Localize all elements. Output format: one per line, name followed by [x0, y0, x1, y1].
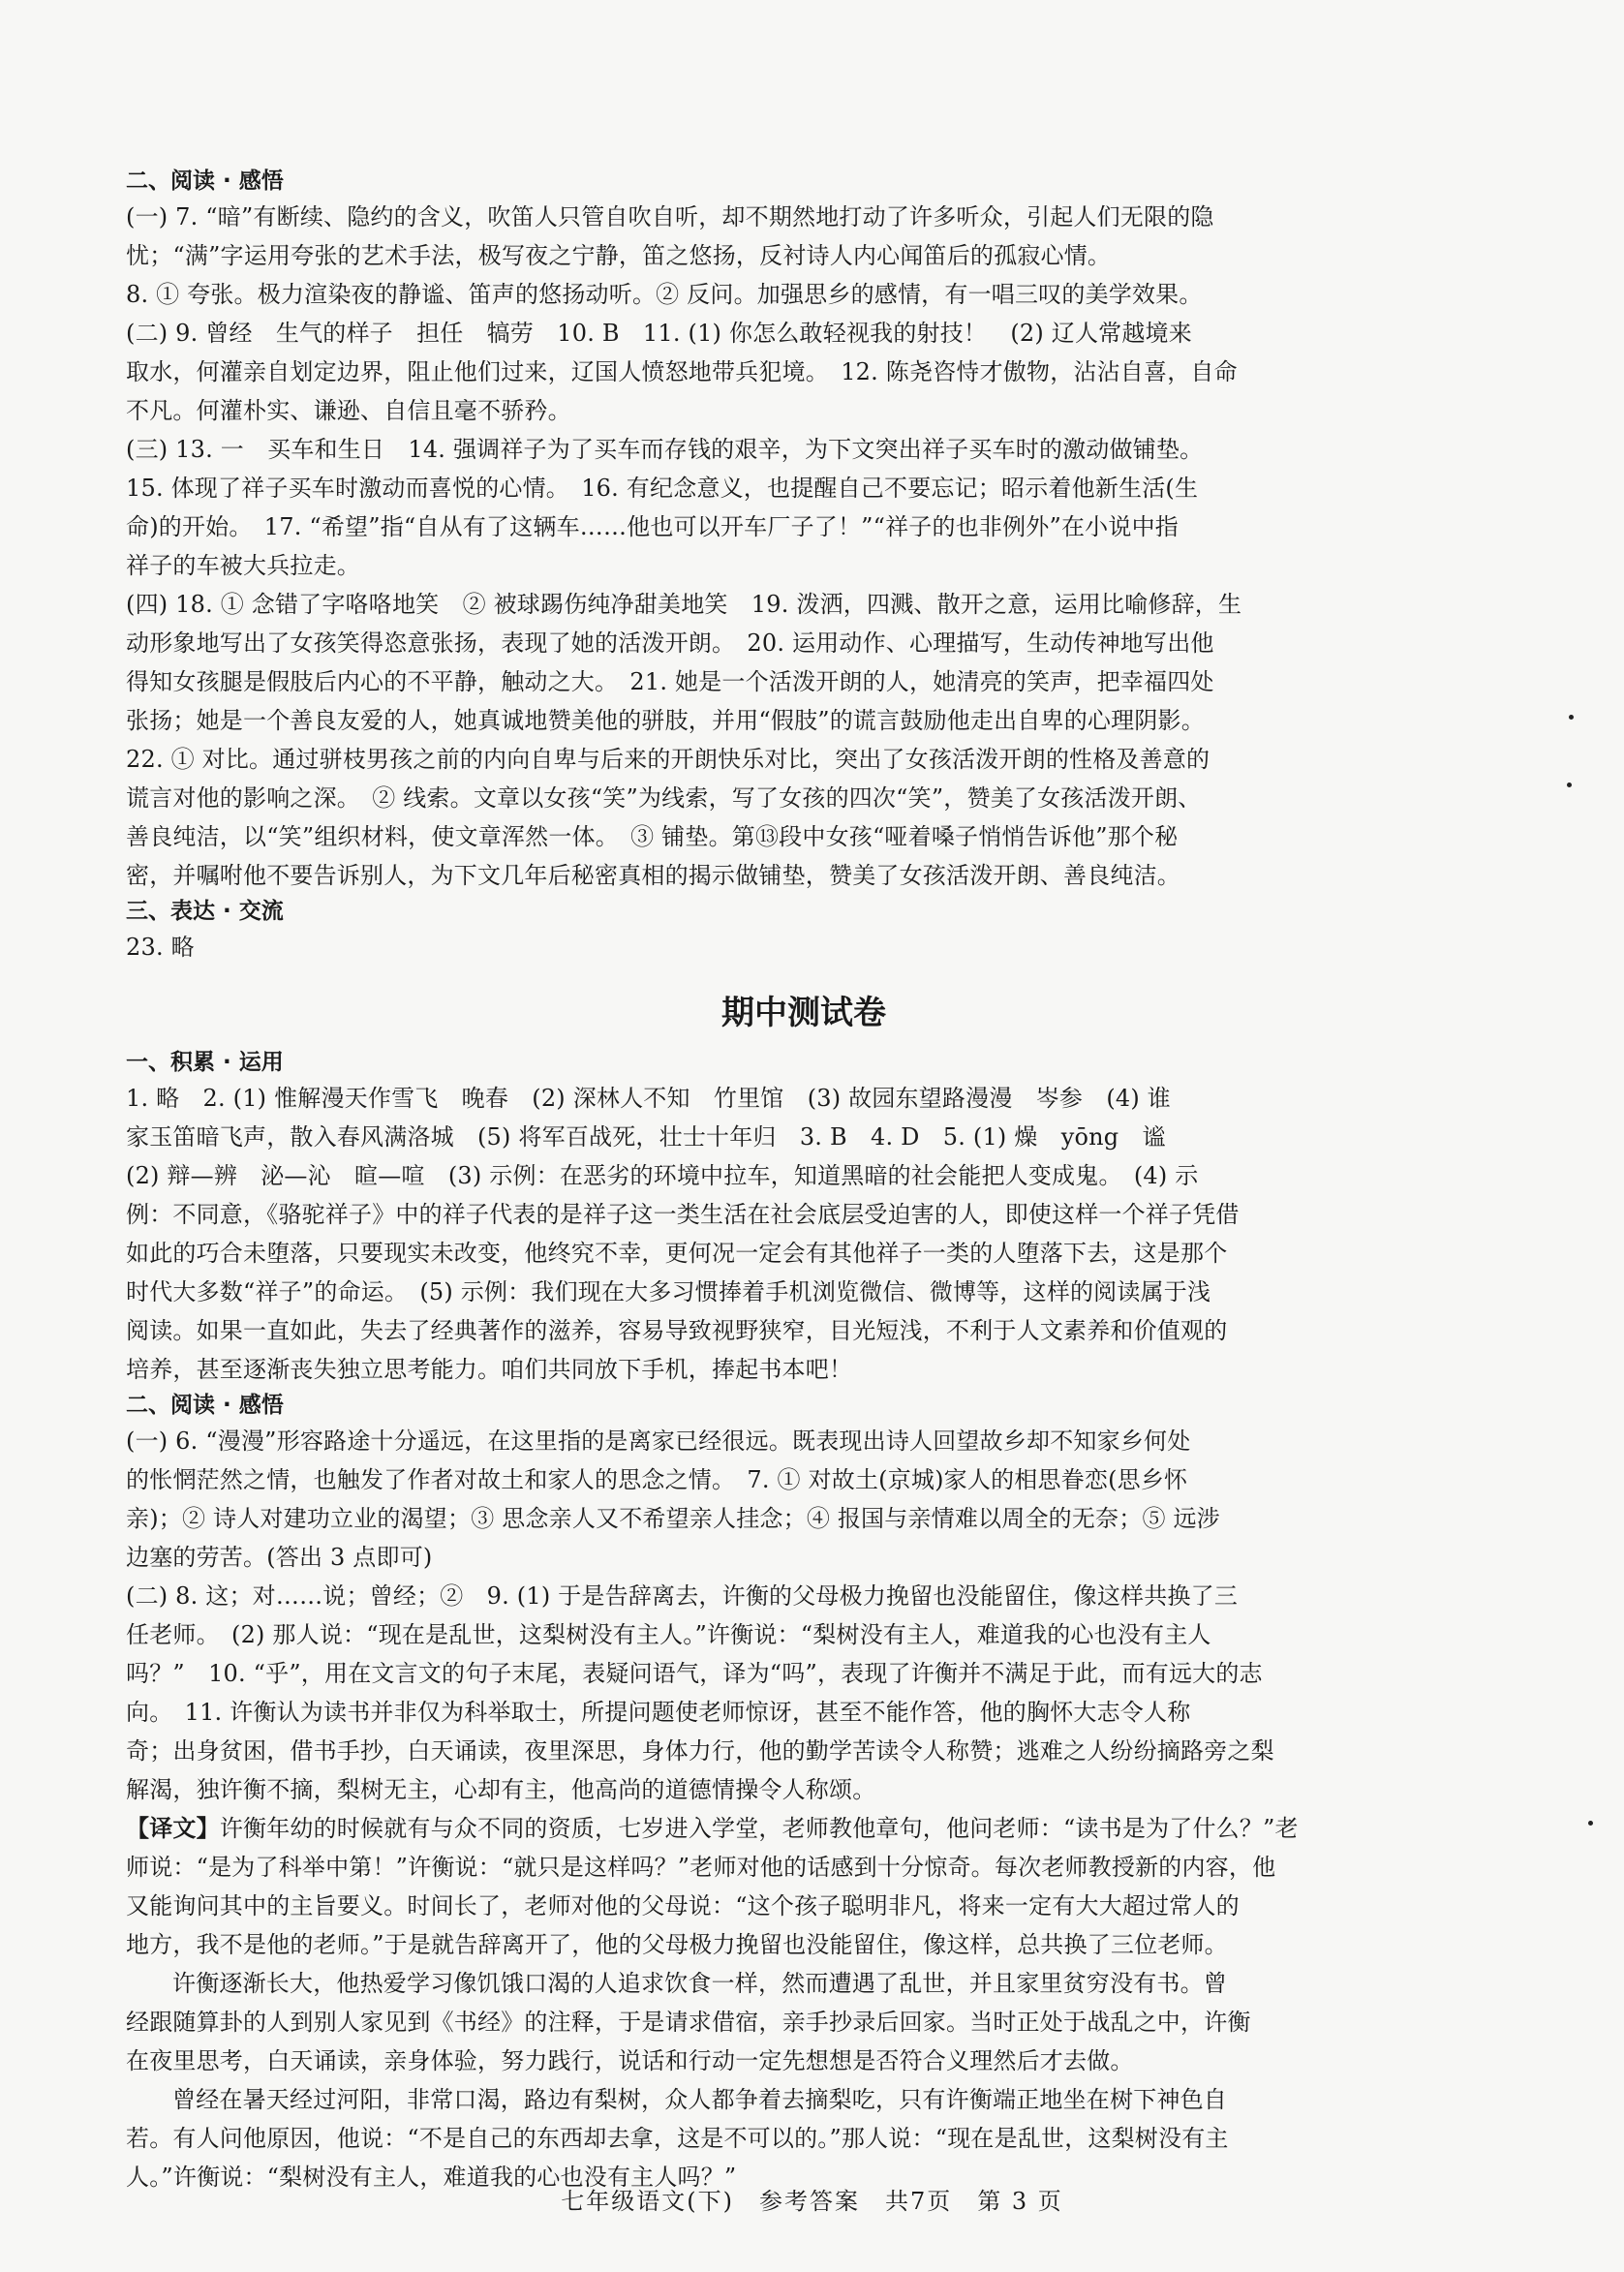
translation-line: 【译文】许衡年幼的时候就有与众不同的资质，七岁进入学堂，老师教他章句，他问老师：“读书是为了什么？”老: [126, 1815, 1299, 1842]
translation-block: [126, 1809, 1482, 2196]
margin-dot: [1588, 1821, 1593, 1826]
margin-dot: [1569, 715, 1574, 720]
answer-line: 8. ① 夸张。极力渲染夜的静谧、笛声的悠扬动听。② 反问。加强思乡的感情，有一唱三叹的美学效果。: [126, 281, 1203, 308]
answer-line: 张扬；她是一个善良友爱的人，她真诚地赞美他的骈肢，并用“假肢”的谎言鼓励他走出自卑的心理阴影。: [126, 707, 1205, 734]
translation-line: 又能询问其中的主旨要义。时间长了，老师对他的父母说：“这个孩子聪明非凡，将来一定有大大超过常人的: [126, 1892, 1240, 1919]
answer-line: 动形象地写出了女孩笑得恣意张扬，表现了她的活泼开朗。 20. 运用动作、心理描写，生动传神地写出他: [126, 629, 1214, 657]
answer-line: 1. 略 2. (1) 惟解漫天作雪飞 晚春 (2) 深林人不知 竹里馆 (3) 故园东望路漫漫 岑参 (4) 谁: [126, 1085, 1171, 1112]
answer-line: (二) 8. 这；对……说；曾经；② 9. (1) 于是告辞离去，许衡的父母极力挽留也没能留住，像这样共换了三: [126, 1582, 1239, 1610]
answer-line: 善良纯洁，以“笑”组织材料，使文章浑然一体。 ③ 铺垫。第⑬段中女孩“哑着嗓子悄悄告诉他”那个秘: [126, 823, 1179, 850]
answer-line: 时代大多数“祥子”的命运。 (5) 示例：我们现在大多习惯捧着手机浏览微信、微博等，这样的阅读属于浅: [126, 1278, 1211, 1305]
answer-line: 得知女孩腿是假肢后内心的不平静，触动之大。 21. 她是一个活泼开朗的人，她清亮的笑声，把幸福四处: [126, 668, 1214, 695]
translation-label: 【译文】: [126, 1815, 220, 1842]
answer-line: (二) 9. 曾经 生气的样子 担任 犒劳 10. B 11. (1) 你怎么敢轻视我的射技！ (2) 辽人常越境来: [126, 320, 1192, 347]
answer-line: 不凡。何灌朴实、谦逊、自信且毫不骄矜。: [126, 397, 571, 424]
page-footer: 七年级语文(下) 参考答案 共7页 第 3 页: [561, 2188, 1063, 2215]
section-heading-reading: 二、阅读 · 感悟: [126, 169, 284, 194]
answer-line: 23. 略: [126, 934, 195, 961]
translation-line: 师说：“是为了科举中第！”许衡说：“就只是这样吗？”老师对他的话感到十分惊奇。每次老师教授新的内容，他: [126, 1854, 1276, 1881]
answer-line: (三) 13. 一 买车和生日 14. 强调祥子为了买车而存钱的艰辛，为下文突出祥子买车时的激动做铺垫。: [126, 436, 1204, 463]
answer-line: (2) 辩—辨 泌—沁 暄—喧 (3) 示例：在恶劣的环境中拉车，知道黑暗的社会能把人变成鬼。 (4) 示: [126, 1162, 1199, 1189]
translation-paragraph-2-line: 许衡逐渐长大，他热爱学习像饥饿口渴的人追求饮食一样，然而遭遇了乱世，并且家里贫穷没有书。曾: [172, 1970, 1227, 1997]
answer-line: 15. 体现了祥子买车时激动而喜悦的心情。 16. 有纪念意义，也提醒自己不要忘记；昭示着他新生活(生: [126, 475, 1199, 502]
translation-paragraph-2-line: 在夜里思考，白天诵读，亲身体验，努力践行，说话和行动一定先想想是否符合义理然后才去做。: [126, 2047, 1134, 2074]
answer-line: 向。 11. 许衡认为读书并非仅为科举取士，所提问题使老师惊讶，甚至不能作答，他的胸怀大志令人称: [126, 1699, 1191, 1726]
answer-line: 忧；“满”字运用夸张的艺术手法，极写夜之宁静，笛之悠扬，反衬诗人内心闻笛后的孤寂心情。: [126, 242, 1112, 269]
answer-line: 亲)；② 诗人对建功立业的渴望；③ 思念亲人又不希望亲人挂念；④ 报国与亲情难以周全的无奈；⑤ 远涉: [126, 1505, 1220, 1532]
answer-line: 谎言对他的影响之深。 ② 线索。文章以女孩“笑”为线索，写了女孩的四次“笑”，赞美了女孩活泼开朗、: [126, 784, 1202, 812]
answer-line: 命)的开始。 17. “希望”指“自从有了这辆车……他也可以开车厂子了！”“祥子的也非例外”在小说中指: [126, 513, 1179, 540]
section-expression-answers: [126, 928, 1482, 967]
answer-line: 解渴，独许衡不摘，梨树无主，心却有主，他高尚的道德情操令人称颂。: [126, 1776, 876, 1803]
answer-line: 取水，何灌亲自划定边界，阻止他们过来，辽国人愤怒地带兵犯境。 12. 陈尧咨恃才傲物，沾沾自喜，自命: [126, 358, 1238, 385]
answer-line: 阅读。如果一直如此，失去了经典著作的滋养，容易导致视野狭窄，目光短浅，不利于人文素养和价值观的: [126, 1317, 1228, 1344]
answer-line: (一) 7. “暗”有断续、隐约的含义，吹笛人只管自吹自听，却不期然地打动了许多听众，引起人们无限的隐: [126, 203, 1214, 230]
translation-paragraph-2-line: 经跟随算卦的人到别人家见到《书经》的注释，于是请求借宿，亲手抄录后回家。当时正处于战乱之中，许衡: [126, 2009, 1251, 2036]
translation-line: 地方，我不是他的老师。”于是就告辞离开了，他的父母极力挽留也没能留住，像这样，总共换了三位老师。: [126, 1931, 1228, 1958]
answer-line: 密，并嘱咐他不要告诉别人，为下文几年后秘密真相的揭示做铺垫，赞美了女孩活泼开朗、善良纯洁。: [126, 862, 1180, 889]
exam-title: 期中测试卷: [721, 994, 886, 1032]
section-heading-reading-2: 二、阅读 · 感悟: [126, 1393, 284, 1418]
section-accumulation-answers: [126, 1079, 1482, 1389]
answer-line: 祥子的车被大兵拉走。: [126, 552, 360, 579]
content-column: [126, 165, 1482, 2196]
section-reading-answers-2: [126, 1422, 1482, 1809]
section-heading-accumulation: 一、积累 · 运用: [126, 1050, 284, 1075]
answer-line: (四) 18. ① 念错了字咯咯地笑 ② 被球踢伤纯净甜美地笑 19. 泼洒，四溅、散开之意，运用比喻修辞，生: [126, 591, 1242, 618]
translation-paragraph-3-line: 曾经在暑天经过河阳，非常口渴，路边有梨树，众人都争着去摘梨吃，只有许衡端正地坐在树下神色自: [172, 2086, 1227, 2113]
answer-line: 边塞的劳苦。(答出 3 点即可): [126, 1544, 433, 1571]
answer-line: 家玉笛暗飞声，散入春风满洛城 (5) 将军百战死，壮士十年归 3. B 4. D 5. (1) 燥 yōng 谧: [126, 1123, 1166, 1151]
answer-line: (一) 6. “漫漫”形容路途十分遥远，在这里指的是离家已经很远。既表现出诗人回望故乡却不知家乡何处: [126, 1428, 1191, 1455]
answer-line: 吗？” 10. “乎”，用在文言文的句子末尾，表疑问语气，译为“吗”，表现了许衡并不满足于此，而有远大的志: [126, 1660, 1263, 1687]
answer-line: 例：不同意，《骆驼祥子》中的祥子代表的是祥子这一类生活在社会底层受迫害的人，即使这样一个祥子凭借: [126, 1201, 1240, 1228]
answer-line: 任老师。 (2) 那人说：“现在是乱世，这梨树没有主人。”许衡说：“梨树没有主人，难道我的心也没有主人: [126, 1621, 1211, 1648]
answer-line: 培养，甚至逐渐丧失独立思考能力。咱们共同放下手机，捧起书本吧！: [126, 1356, 853, 1383]
answer-line: 如此的巧合未堕落，只要现实未改变，他终究不幸，更何况一定会有其他祥子一类的人堕落下去，这是那个: [126, 1240, 1228, 1267]
translation-paragraph-3-line: 若。有人问他原因，他说：“不是自己的东西却去拿，这是不可以的。”那人说：“现在是乱世，这梨树没有主: [126, 2125, 1229, 2152]
answer-line: 奇；出身贫困，借书手抄，白天诵读，夜里深思，身体力行，他的勤学苦读令人称赞；逃难之人纷纷摘路旁之梨: [126, 1737, 1274, 1765]
answer-line: 22. ① 对比。通过骈枝男孩之前的内向自卑与后来的开朗快乐对比，突出了女孩活泼开朗的性格及善意的: [126, 746, 1210, 773]
translation-paragraph-3-line: 人。”许衡说：“梨树没有主人，难道我的心也没有主人吗？”: [126, 2164, 737, 2191]
margin-dot: [1567, 783, 1572, 787]
section-heading-expression: 三、表达 · 交流: [126, 899, 284, 924]
answer-line: 的怅惘茫然之情，也触发了作者对故土和家人的思念之情。 7. ① 对故土(京城)家人的相思眷恋(思乡怀: [126, 1466, 1188, 1493]
section-reading-answers: [126, 198, 1482, 895]
